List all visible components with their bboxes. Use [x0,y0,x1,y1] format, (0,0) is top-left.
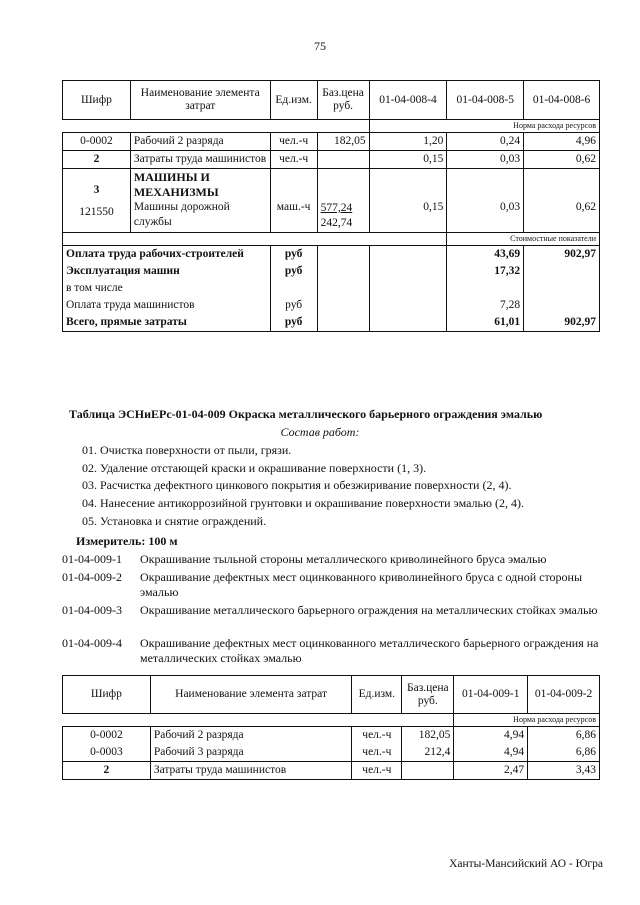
row-name: Затраты труда машинистов [150,762,352,780]
row-code: 2 [63,151,131,169]
table-row [63,246,600,264]
row-value: 1,20 [369,133,447,151]
row-name: Рабочий 3 разряда [150,744,352,762]
cost-value [524,263,600,280]
cost-value [524,297,600,314]
row-price: 242,74 [320,217,353,229]
row-price: 577,24 [320,202,353,214]
header-name: Наименование элемента затрат [130,81,270,120]
page-footer: Ханты-Мансийский АО - Югра [449,858,603,870]
row-unit: чел.-ч [270,151,317,169]
cost-label: Стоимостные показатели [447,233,600,246]
row-value: 4,94 [454,744,528,762]
row-name: МАШИНЫ И МЕХАНИЗМЫ [133,170,219,199]
cost-value: 902,97 [524,246,600,264]
row-code: 3 [93,183,100,196]
work-item: 03. Расчистка дефектного цинкового покрытия и обезжиривание поверхности (2, 4). [82,478,512,492]
row-code: 0-0003 [63,744,151,762]
cost-value: 902,97 [524,314,600,332]
table-row [63,727,600,745]
header-col-2: 01-04-009-2 [528,676,600,714]
row-value: 6,86 [528,744,600,762]
table-row [63,297,600,314]
work-item: 01. Очистка поверхности от пыли, грязи. [82,443,292,457]
item-code: 01-04-009-2 [62,570,122,584]
cost-name: Оплата труда рабочих-строителей [63,246,271,264]
header-name: Наименование элемента затрат [150,676,352,714]
cost-value: 43,69 [447,246,524,264]
row-unit: чел.-ч [352,727,402,745]
table-row [63,314,600,332]
cost-value: 61,01 [447,314,524,332]
row-unit: чел.-ч [270,133,317,151]
row-price: 212,4 [402,744,454,762]
table-row [63,133,600,151]
resource-table-008 [62,80,600,332]
header-col-1: 01-04-009-1 [454,676,528,714]
item-text: Окрашивание дефектных мест оцинкованного криволинейного бруса с одной стороны эмалью [140,570,583,599]
cost-name: Всего, прямые затраты [63,314,271,332]
cost-unit: руб [270,246,317,264]
cost-unit: руб [270,314,317,332]
page-number: 75 [314,39,326,53]
table-row [63,280,600,297]
list-item [62,636,602,666]
row-value: 6,86 [528,727,600,745]
cost-value: 17,32 [447,263,524,280]
table-row [63,762,600,780]
row-value: 0,24 [447,133,524,151]
row-value: 2,47 [454,762,528,780]
cost-value [447,280,524,297]
row-price: 182,05 [317,133,369,151]
row-subname: Машины дорожной службы [133,201,230,228]
row-value: 0,62 [524,151,600,169]
item-text: Окрашивание дефектных мест оцинкованного металлического барьерного ограждения на металлических стойках эмалью [140,636,599,665]
row-price [317,151,369,169]
header-price: Баз.цена руб. [402,676,454,714]
table-title: Таблица ЭСНиЕРс-01-04-009 Окраска металлического барьерного ограждения эмалью [69,407,543,421]
table-row [63,263,600,280]
item-text: Окрашивание тыльной стороны металлического криволинейного бруса эмалью [140,552,547,566]
row-subcode: 121550 [79,205,114,218]
cost-name: в том числе [63,280,271,297]
row-unit: маш.-ч [270,169,317,233]
cost-value: 7,28 [447,297,524,314]
cost-unit: руб [270,297,317,314]
table-row [63,744,600,762]
row-value: 0,62 [524,169,600,233]
header-col-2: 01-04-008-5 [447,81,524,120]
header-code: Шифр [63,676,151,714]
item-code: 01-04-009-4 [62,636,122,650]
row-code: 0-0002 [63,727,151,745]
header-price: Баз.цена руб. [317,81,369,120]
cost-name: Эксплуатация машин [63,263,271,280]
work-item: 02. Удаление отстающей краски и окрашивание поверхности (1, 3). [82,461,427,475]
list-item [62,552,602,567]
row-value: 0,15 [369,169,447,233]
row-price: 182,05 [402,727,454,745]
work-item: 05. Установка и снятие ограждений. [82,514,267,528]
header-unit: Ед.изм. [352,676,402,714]
row-name: Затраты труда машинистов [130,151,270,169]
row-value: 0,15 [369,151,447,169]
item-code: 01-04-009-1 [62,552,122,566]
row-name: Рабочий 2 разряда [150,727,352,745]
table-row-machines [63,169,600,233]
row-name: Рабочий 2 разряда [130,133,270,151]
row-unit: чел.-ч [352,744,402,762]
list-item [62,603,602,618]
work-item: 04. Нанесение антикоррозийной грунтовки и окрашивание поверхности эмалью (2, 4). [82,496,524,510]
cost-unit: руб [270,263,317,280]
cost-unit [270,280,317,297]
item-code: 01-04-009-3 [62,603,122,617]
row-value: 4,94 [454,727,528,745]
table-row [63,151,600,169]
row-value: 0,03 [447,169,524,233]
row-value: 0,03 [447,151,524,169]
norm-label: Норма расхода ресурсов [454,714,600,727]
composition-title: Состав работ: [280,425,360,439]
row-unit: чел.-ч [352,762,402,780]
header-col-1: 01-04-008-4 [369,81,447,120]
norm-label: Норма расхода ресурсов [369,120,599,133]
cost-value [524,280,600,297]
header-code: Шифр [63,81,131,120]
row-value: 3,43 [528,762,600,780]
row-code: 0-0002 [63,133,131,151]
header-col-3: 01-04-008-6 [524,81,600,120]
row-price [402,762,454,780]
header-unit: Ед.изм. [270,81,317,120]
resource-table-009 [62,675,600,780]
row-code: 2 [63,762,151,780]
cost-name: Оплата труда машинистов [63,297,271,314]
row-value: 4,96 [524,133,600,151]
measure-unit: Измеритель: 100 м [76,534,178,548]
list-item [62,570,602,600]
item-text: Окрашивание металлического барьерного ограждения на металлических стойках эмалью [140,603,598,617]
